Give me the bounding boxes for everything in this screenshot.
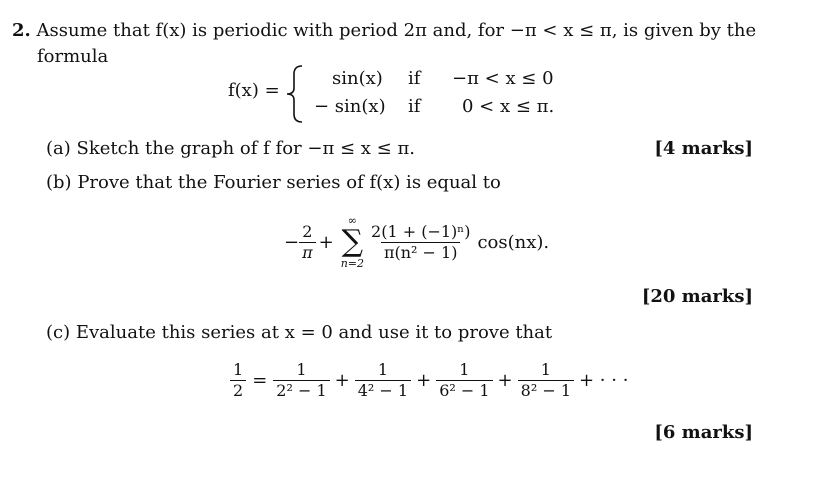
question-intro-line2: formula [37,46,109,67]
summation [341,214,364,270]
part-b-label: (b) [46,172,72,193]
fourier-series-formula [284,214,549,270]
part-b-text: Prove that the Fourier series of f(x) is equal to [77,172,501,193]
formula-plus: + [416,370,432,391]
case1-expr: sin(x) [332,68,383,89]
fraction-denominator: π [299,242,316,263]
part-b-marks: [20 marks] [641,286,753,307]
formula-plus: + [334,370,350,391]
case2-expr: − sin(x) [314,96,386,117]
fraction-numerator: 1 [540,360,551,379]
series-term-1 [273,360,329,401]
fraction-numerator: 1 [233,360,244,379]
fraction-denominator: 4² − 1 [355,380,411,401]
fraction-denominator: 6² − 1 [436,380,492,401]
sum-lower-limit: n=2 [340,257,365,270]
fraction-numerator: 1 [377,360,388,379]
case1-if: if [408,68,421,89]
fraction-numerator: 2 [302,221,313,241]
question-number: 2. [12,20,31,41]
formula-ellipsis: + · · · [579,370,629,391]
part-b [46,172,501,193]
fraction-denominator: 2² − 1 [273,380,329,401]
fraction-denominator: 2 [230,380,246,401]
part-c-marks: [6 marks] [654,422,753,443]
fraction-numerator: 1 [296,360,307,379]
sum-upper-limit: ∞ [347,214,357,227]
sigma-icon: ∑ [341,224,364,259]
formula-cos-term: cos(nx). [477,231,550,253]
part-a-label: (a) [46,138,71,159]
left-brace-icon [284,64,306,124]
formula-plus: + [497,370,513,391]
series-term-2 [355,360,411,401]
question-header [12,20,756,41]
formula-equals: = [252,370,268,391]
part-a [46,138,415,159]
series-term-4 [518,360,574,401]
fraction-denominator: π(n² − 1) [381,242,460,263]
part-a-marks: [4 marks] [654,138,753,159]
series-identity-formula [230,360,628,401]
case2-condition: 0 < x ≤ π. [462,96,555,117]
part-c-label: (c) [46,322,71,343]
fraction-series-term [368,222,473,263]
case1-condition: −π < x ≤ 0 [452,68,554,89]
part-a-text: Sketch the graph of f for −π ≤ x ≤ π. [76,138,416,159]
fraction-two-over-pi [299,222,316,263]
fraction-one-half [230,360,246,401]
fraction-numerator: 2(1 + (−1)ⁿ) [371,221,471,241]
case2-if: if [408,96,421,117]
question-intro-line1: Assume that f(x) is periodic with period 2π and, for −π < x ≤ π, is given by the [36,20,757,41]
part-c-text: Evaluate this series at x = 0 and use it to prove that [75,322,553,343]
fraction-numerator: 1 [459,360,470,379]
series-term-3 [436,360,492,401]
formula-minus: − [284,231,300,253]
piecewise-lhs: f(x) = [228,80,280,101]
fraction-denominator: 8² − 1 [518,380,574,401]
part-c [46,322,552,343]
formula-plus: + [318,231,334,253]
